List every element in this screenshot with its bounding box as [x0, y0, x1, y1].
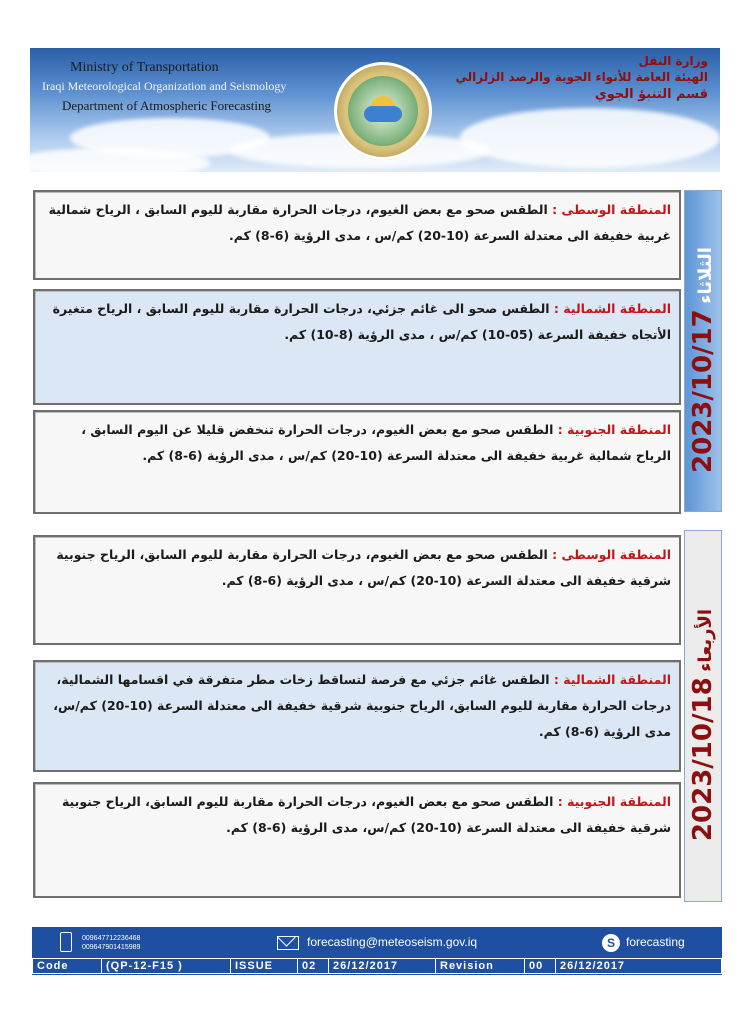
ministry-name-ar: وزارة النقل: [638, 54, 708, 68]
forecast-box-day2-north: [33, 660, 681, 772]
forecast-text: الطقس صحو مع بعض الغيوم، درجات الحرارة تنخفض قليلا عن اليوم السابق ، الرياح شمالية غربية خفيفة الى معتدلة السرعة (10-20) كم/س ، مدى الرؤية (6-8) كم.: [81, 422, 671, 463]
forecast-text: الطقس صحو الى غائم جزئي، درجات الحرارة مقاربة لليوم السابق ، الرياح متغيرة الأتجاه خفيفة السرعة (05-10) كم/س ، مدى الرؤية (8-10) كم.: [52, 301, 671, 342]
phone-numbers: [82, 934, 140, 952]
phone-icon: [60, 932, 72, 952]
forecast-box-day1-central: [33, 190, 681, 280]
phone-number-1: 009647712236468: [82, 935, 141, 942]
department-name-ar: قسم التنبؤ الجوي: [594, 87, 708, 102]
organization-name-en: Iraqi Meteorological Organization and Seismology: [42, 79, 287, 93]
region-label: المنطقة الوسطى :: [552, 547, 671, 562]
region-label: المنطقة الجنوبية :: [557, 422, 671, 437]
day-tab-1: [684, 190, 722, 512]
issue-label: ISSUE: [231, 959, 298, 973]
header-banner: [30, 48, 720, 172]
skype-icon: S: [602, 934, 620, 952]
header-english-block: [42, 58, 312, 115]
region-label: المنطقة الشمالية :: [553, 301, 671, 316]
issue-date: 26/12/2017: [329, 959, 436, 973]
region-label: المنطقة الجنوبية :: [557, 794, 671, 809]
organization-logo: [334, 62, 432, 160]
ministry-name-en: Ministry of Transportation: [70, 60, 219, 75]
header-arabic-block: [448, 54, 708, 102]
department-name-en: Department of Atmospheric Forecasting: [62, 98, 272, 113]
email-link[interactable]: forecasting@meteoseism.gov.iq: [307, 935, 478, 949]
phone-number-2: 009647901415989: [82, 944, 141, 951]
day-2-date: 2023/10/18: [688, 677, 718, 842]
day-1-date: 2023/10/17: [688, 309, 718, 473]
forecast-text: الطقس غائم جزئي مع فرصة لتساقط زخات مطر متفرقة في اقسامها الشمالية، درجات الحرارة مقاربة لليوم السابق، الرياح جنوبية شرقية خفيفة الى معتدلة السرعة (10-20) كم/س، مدى الرؤية (6-8) كم.: [53, 672, 671, 739]
forecast-text: الطقس صحو مع بعض الغيوم، درجات الحرارة مقاربة لليوم السابق ، الرياح شمالية غربية خفيفة الى معتدلة السرعة (10-20) كم/س ، مدى الرؤية (6-8) كم.: [48, 202, 671, 243]
revision-value: 00: [525, 959, 556, 973]
issue-value: 02: [298, 959, 329, 973]
mail-icon: [277, 936, 299, 950]
organization-name-ar: الهيئة العامة للأنواء الجوية والرصد الزلزالي: [455, 70, 708, 84]
day-2-name: الأربعاء: [695, 608, 716, 672]
forecast-box-day2-south: [33, 782, 681, 898]
forecast-box-day1-north: [33, 289, 681, 405]
code-label: Code: [33, 959, 102, 973]
forecast-box-day2-central: [33, 535, 681, 645]
forecast-text: الطقس صحو مع بعض الغيوم، درجات الحرارة مقاربة لليوم السابق، الرياح جنوبية شرقية خفيفة الى معتدلة السرعة (10-20) كم/س، مدى الرؤية (6-8) كم.: [61, 794, 671, 835]
region-label: المنطقة الشمالية :: [553, 672, 671, 687]
day-1-name: الثلاثاء: [695, 247, 716, 304]
skype-handle[interactable]: forecasting: [626, 935, 685, 949]
code-value: (QP-12-F15 ): [102, 959, 231, 973]
forecast-text: الطقس صحو مع بعض الغيوم، درجات الحرارة مقاربة لليوم السابق، الرياح جنوبية شرقية خفيفة الى معتدلة السرعة (10-20) كم/س ، مدى الرؤية (6-8) كم.: [56, 547, 671, 588]
region-label: المنطقة الوسطى :: [552, 202, 671, 217]
day-tab-2: [684, 530, 722, 902]
revision-date: 26/12/2017: [560, 960, 626, 972]
forecast-box-day1-south: [33, 410, 681, 514]
document-code-row: [32, 958, 722, 974]
footer-bar: [32, 927, 722, 975]
revision-label: Revision: [436, 959, 525, 973]
